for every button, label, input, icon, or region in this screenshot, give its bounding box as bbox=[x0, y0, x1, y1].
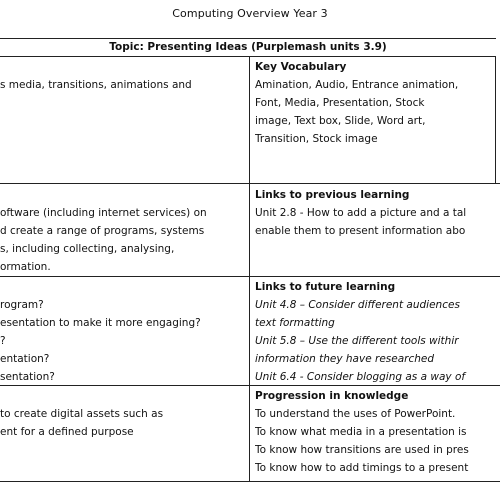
row-divider-2 bbox=[0, 276, 500, 277]
progression-line: To know what media in a presentation is bbox=[255, 426, 467, 438]
progression-line: To know how transitions are used in pres bbox=[255, 444, 469, 456]
row3-left-line: rogram? bbox=[0, 299, 44, 311]
row3-left-cell bbox=[0, 296, 248, 386]
previous-learning-line: enable them to present information abo bbox=[255, 225, 466, 237]
vocabulary-line: Font, Media, Presentation, Stock bbox=[255, 97, 425, 109]
previous-learning-line: Unit 2.8 - How to add a picture and a tal bbox=[255, 207, 467, 219]
row1-right-cell bbox=[255, 58, 495, 148]
table-right-edge-row1 bbox=[495, 56, 496, 183]
row4-right-cell bbox=[255, 387, 500, 477]
key-vocabulary-heading: Key Vocabulary bbox=[255, 61, 347, 73]
row2-left-cell bbox=[0, 204, 248, 276]
links-future-heading: Links to future learning bbox=[255, 281, 396, 293]
row4-left-line: to create digital assets such as bbox=[0, 408, 164, 420]
future-learning-line: information they have researched bbox=[255, 353, 435, 365]
links-previous-heading: Links to previous learning bbox=[255, 189, 410, 201]
future-learning-line: text formatting bbox=[255, 317, 335, 329]
row2-left-line: ormation. bbox=[0, 261, 51, 273]
row4-left-cell bbox=[0, 405, 248, 441]
vocabulary-line: image, Text box, Slide, Word art, bbox=[255, 115, 426, 127]
row4-left-line: ent for a defined purpose bbox=[0, 426, 134, 438]
row3-left-line: entation? bbox=[0, 353, 50, 365]
row2-right-cell bbox=[255, 186, 500, 240]
future-learning-line: Unit 4.8 – Consider different audiences bbox=[255, 299, 460, 311]
row2-left-line: oftware (including internet services) on bbox=[0, 207, 207, 219]
vocabulary-line: Transition, Stock image bbox=[255, 133, 378, 145]
table-divider-vertical bbox=[249, 56, 250, 481]
row1-left-line: s media, transitions, animations and bbox=[0, 79, 192, 91]
table-bottom-edge bbox=[0, 481, 500, 482]
vocabulary-line: Amination, Audio, Entrance animation, bbox=[255, 79, 459, 91]
row3-right-cell bbox=[255, 278, 500, 386]
document-title: Computing Overview Year 3 bbox=[172, 7, 328, 20]
row-divider-1 bbox=[0, 183, 500, 184]
future-learning-line: Unit 5.8 – Use the different tools withir bbox=[255, 335, 459, 347]
future-learning-line: Unit 6.4 - Consider blogging as a way of bbox=[255, 371, 466, 383]
row2-left-line: s, including collecting, analysing, bbox=[0, 243, 175, 255]
row3-left-line: sentation? bbox=[0, 371, 55, 383]
row3-left-line: esentation to make it more engaging? bbox=[0, 317, 201, 329]
row1-left-cell bbox=[0, 76, 248, 94]
progression-line: To know how to add timings to a present bbox=[255, 462, 469, 474]
row2-left-line: d create a range of programs, systems bbox=[0, 225, 205, 237]
topic-header: Topic: Presenting Ideas (Purplemash units 3.9) bbox=[0, 38, 496, 57]
row3-left-line: ? bbox=[0, 335, 6, 347]
progression-line: To understand the uses of PowerPoint. bbox=[255, 408, 456, 420]
progression-heading: Progression in knowledge bbox=[255, 390, 409, 402]
